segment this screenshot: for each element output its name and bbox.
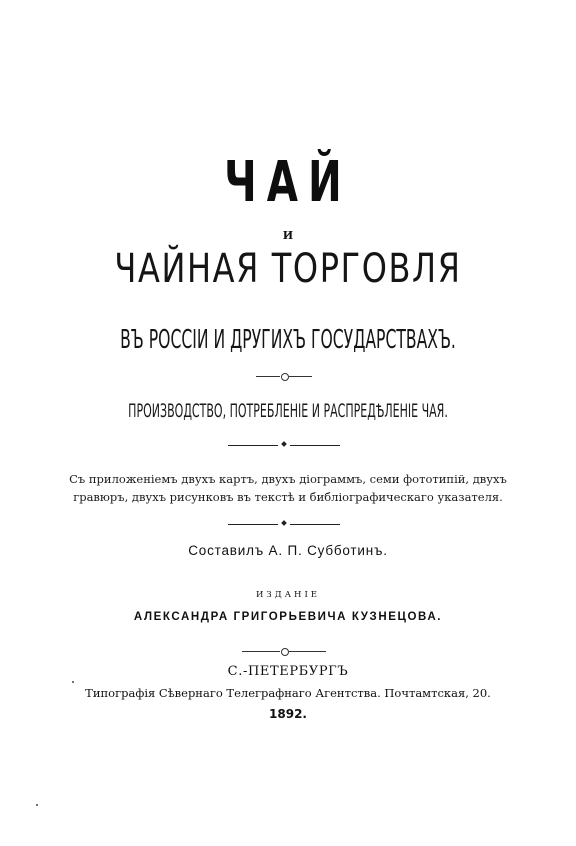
imprint-printer: Типографія Сѣвернаго Телеграфнаго Агентства. Почтамтская, 20. xyxy=(85,686,491,700)
divider-rule-2 xyxy=(228,520,340,528)
appendix-line-1: Съ приложеніемъ двухъ картъ, двухъ діограммъ, семи фототипій, двухъ xyxy=(69,472,507,486)
title-second-line: ЧАЙНАЯ ТОРГОВЛЯ xyxy=(114,246,462,292)
edition-label: ИЗДАНІЕ xyxy=(255,590,321,600)
divider-rule-1 xyxy=(228,441,340,449)
imprint-city: С.-ПЕТЕРБУРГЪ xyxy=(227,664,349,679)
compiler-credit: Составилъ А. П. Субботинъ. xyxy=(188,543,388,558)
ornamental-divider-2 xyxy=(242,648,326,656)
imprint-year: 1892. xyxy=(269,707,307,721)
paper-speck xyxy=(36,804,38,806)
title-conjunction: И xyxy=(282,229,294,242)
title-main: ЧАЙ xyxy=(224,150,352,215)
subtitle: ПРОИЗВОДСТВО, ПОТРЕБЛЕНІЕ И РАСПРЕДѢЛЕНІЕ ЧАЯ. xyxy=(128,400,448,422)
title-third-line: ВЪ РОССІИ И ДРУГИХЪ ГОСУДАРСТВАХЪ. xyxy=(120,325,456,355)
paper-speck xyxy=(72,681,74,683)
publisher-name: АЛЕКСАНДРА ГРИГОРЬЕВИЧА КУЗНЕЦОВА. xyxy=(133,611,443,623)
appendix-line-2: гравюръ, двухъ рисунковъ въ текстѣ и библіографическаго указателя. xyxy=(73,490,503,504)
ornamental-divider xyxy=(256,373,312,381)
